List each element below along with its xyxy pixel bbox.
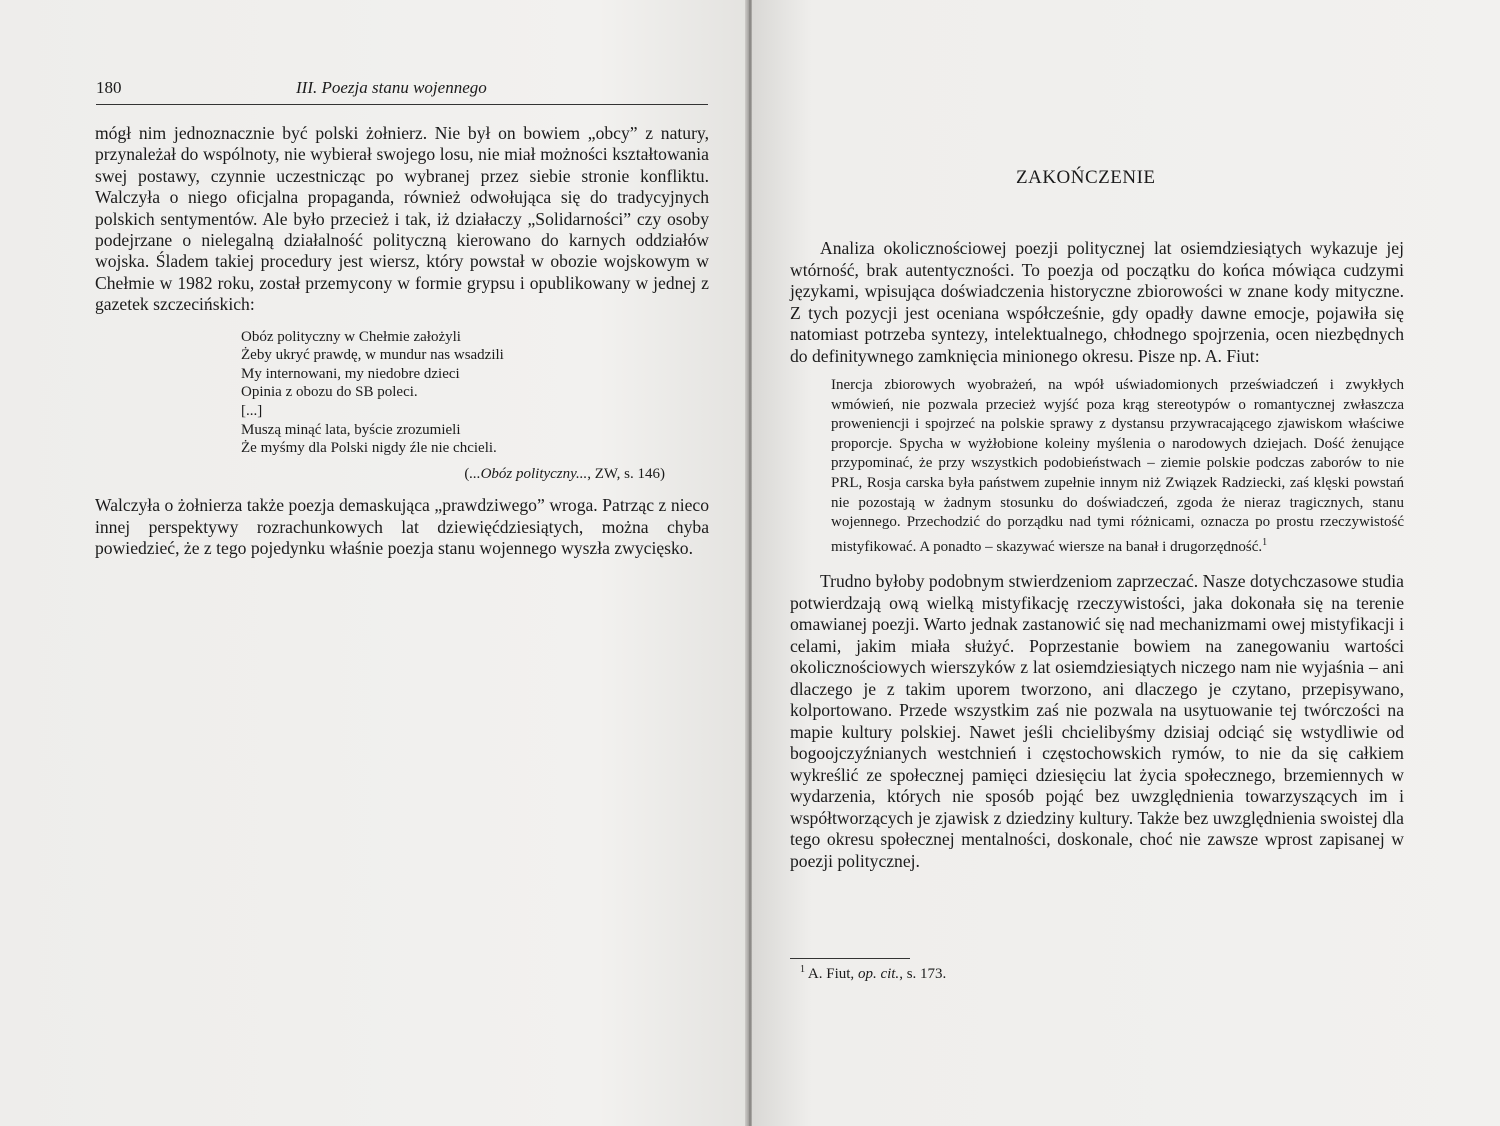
page-number: 180: [96, 78, 122, 97]
footnote-author: A. Fiut,: [805, 966, 858, 982]
poem-source: [95, 464, 665, 485]
running-head-title: III. Poezja stanu wojennego: [296, 78, 487, 97]
footnote-number: 1: [800, 964, 805, 975]
paragraph: Walczyła o żołnierza także poezja demaskująca „prawdziwego” wroga. Patrząc z nieco innej perspektywy rozrachunkowych lat dziewięćdziesiątych, można chyba powiedzieć, że z tego pojedynku właśnie poezja stanu wojennego wyszła zwycięsko.: [95, 495, 709, 559]
paragraph: Analiza okolicznościowej poezji politycznej lat osiemdziesiątych wykazuje jej wtórność, brak autentyczności. To poezja od początku do końca mówiąca cudzymi językami, wpisująca doświadczenia historyczne zbiorowości w znane kody mityczne. Z tych pozycji jest oceniana współcześnie, gdy opadły dawne emocje, pojawiła się natomiast potrzeba syntezy, intelektualnego, chłodnego spojrzenia, ocen niezbędnych do definitywnego zamknięcia minionego okresu. Pisze np. A. Fiut:: [790, 238, 1404, 366]
footnote-rule: [790, 958, 910, 959]
footnote: [800, 964, 946, 983]
poem-line: Obóz polityczny w Chełmie założyli: [241, 328, 461, 345]
source-prefix: (: [464, 465, 470, 482]
left-body-text: [95, 123, 709, 559]
right-body-text: [790, 238, 1404, 872]
poem-line: My internowani, my niedobre dzieci: [241, 365, 460, 382]
quote-text: Inercja zbiorowych wyobrażeń, na wpół uświadomionych przeświadczeń i zwykłych wmówień, nie pozwala przecież wyjść poza krąg stereotypów o romantycznej zwłaszcza proweniencji i spojrzeć na polskie sprawy z dystansu przywracającego zjawiskom właściwe proporcje. Spycha w wyżłobione koleiny myślenia o narodowych dziejach. Dość żenujące przypominać, że przy wszystkich podobieństwach – ziemie polskie podczas zaborów to nie PRL, Rosja carska była państwem zupełnie innym niż Związek Radziecki, zaś klęski powstań nie pozostają w żadnym stosunku do doświadczeń, zgoda że nieraz tragicznych, stanu wojennego. Przechodzić do porządku nad tymi różnicami, oznacza po prostu rzeczywistość mistyfikować. A ponadto – skazywać wiersze na banał i drugorzędność.: [831, 377, 1404, 555]
left-page: [0, 0, 748, 1126]
paragraph: Trudno byłoby podobnym stwierdzeniom zaprzeczać. Nasze dotychczasowe studia potwierdzają ową wielką mistyfikację rzeczywistości, jaka dokonała się na terenie omawianej poezji. Warto jednak zastanowić się nad mechanizmami owej mistyfikacji i celami, jakim miała służyć. Poprzestanie bowiem na zanegowaniu wartości okolicznościowych wierszyków z lat osiemdziesiątych niczego nam nie wyjaśnia – ani dlaczego je z takim uporem tworzono, ani dlaczego je czytano, przepisywano, kolportowano. Przede wszystkim zaś nie pozwala na usytuowanie tej twórczości na mapie kultury polskiej. Nawet jeśli chcielibyśmy dzisiaj odciąć się wstydliwie od bogoojczyźnianych westchnień i częstochowskich rymów, to nie da się całkiem wykreślić ze społecznej pamięci dziesięciu lat życia społecznego, brzemiennych w wydarzenia, których nie sposób pojąć bez uwzględnienia towarzyszących im i współtworzących je zjawisk z dziedziny kultury. Także bez uwzględnienia swoistej dla tego okresu społecznej mentalności, doskonale, choć nie zawsze wprost zapisanej w poezji politycznej.: [790, 571, 1404, 871]
footnote-italic: op. cit.: [857, 966, 900, 982]
poem-line: [...]: [241, 403, 263, 420]
footnote-rest: , s. 173.: [899, 966, 947, 982]
source-suffix: , ZW, s. 146): [587, 465, 665, 482]
source-title: ...Obóz polityczny...: [469, 465, 588, 482]
footnote-ref[interactable]: 1: [1262, 536, 1268, 548]
running-head: [96, 76, 708, 105]
poem-line: Opinia z obozu do SB poleci.: [241, 384, 418, 401]
poem-line: Żeby ukryć prawdę, w mundur nas wsadzili: [241, 347, 504, 364]
poem: [241, 328, 709, 458]
poem-line: Że myśmy dla Polski nigdy źle nie chcieli.: [241, 440, 497, 457]
chapter-title: ZAKOŃCZENIE: [1016, 167, 1156, 188]
block-quote: [831, 376, 1404, 557]
poem-line: Muszą minąć lata, byście zrozumieli: [241, 421, 461, 438]
paragraph: mógł nim jednoznacznie być polski żołnierz. Nie był on bowiem „obcy” z natury, przynależał do wspólnoty, nie wybierał swojego losu, nie miał możności kształtowania swej postawy, czynnie uczestnicząc po wybranej przez siebie stronie konfliktu. Walczyła o niego oficjalna propaganda, również odwołująca się do tradycyjnych polskich sentymentów. Ale było przecież i tak, iż działaczy „Solidarności” czy osoby podejrzane o nielegalną działalność polityczną kierowano do karnych oddziałów wojska. Śladem takiej procedury jest wiersz, który powstał w obozie wojskowym w Chełmie w 1982 roku, został przemycony w formie grypsu i opublikowany w jednej z gazetek szczecińskich:: [95, 123, 709, 315]
